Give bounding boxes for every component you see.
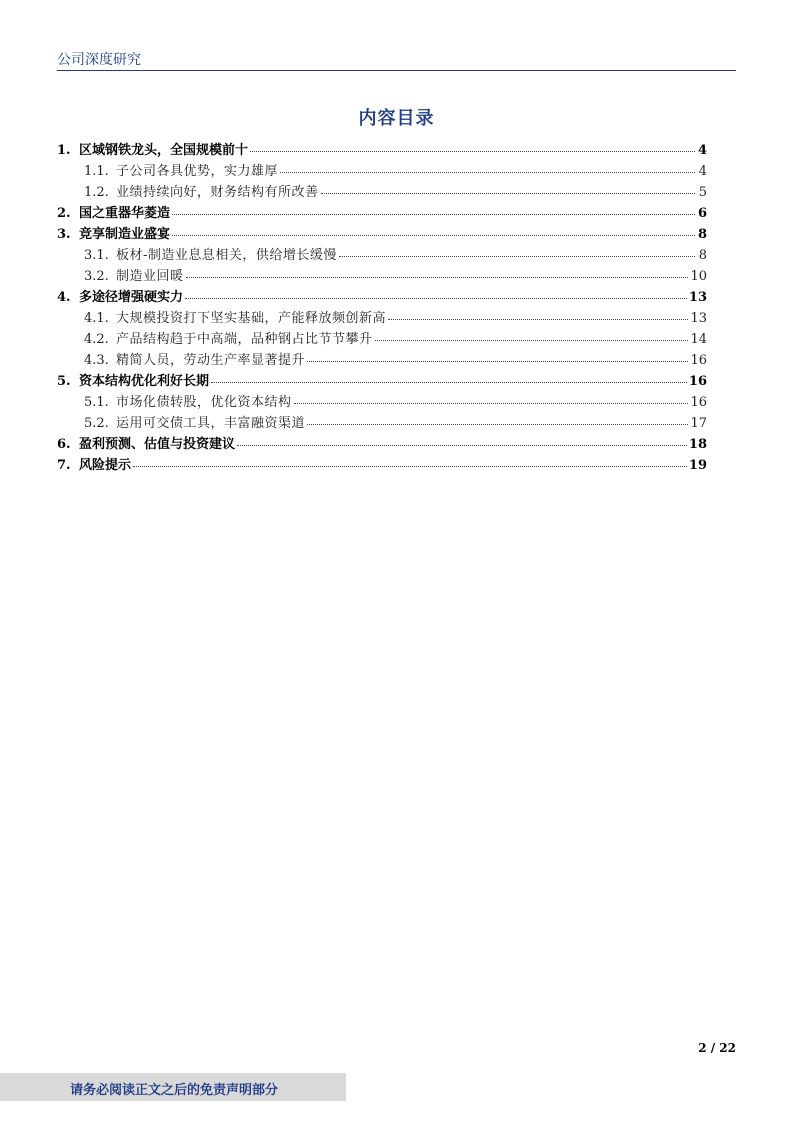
toc-entry-number: 1.2. — [84, 185, 109, 200]
toc-entry-page: 4 — [697, 143, 707, 158]
toc-entry-number: 5.1. — [84, 395, 109, 410]
toc-entry[interactable] — [57, 391, 707, 412]
toc-dot-leader — [294, 402, 689, 404]
toc-entry-page: 5 — [698, 185, 707, 200]
toc-entry-title: 多途径增强硬实力 — [79, 290, 184, 305]
toc-entry-page: 18 — [688, 437, 707, 452]
toc-entry-number: 3. — [57, 227, 71, 242]
toc-dot-leader — [133, 465, 687, 467]
toc-entry[interactable] — [57, 265, 707, 286]
toc-entry-title: 竞享制造业盛宴 — [79, 227, 171, 242]
toc-entry-page: 13 — [690, 311, 707, 326]
toc-entry-title: 板材-制造业息息相关，供给增长缓慢 — [116, 248, 337, 263]
toc-entry-title: 国之重器华菱造 — [79, 206, 171, 221]
toc-entry-title: 区域钢铁龙头，全国规模前十 — [79, 143, 249, 158]
toc-entry[interactable] — [57, 244, 707, 265]
toc-dot-leader — [211, 381, 687, 383]
toc-entry-number: 4.3. — [84, 353, 109, 368]
toc-entry[interactable] — [57, 454, 707, 475]
toc-entry-page: 4 — [698, 164, 707, 179]
toc-entry-number: 3.1. — [84, 248, 109, 263]
disclaimer-text: 请务必阅读正文之后的免责声明部分 — [70, 1083, 279, 1098]
toc-entry-number: 5. — [57, 374, 71, 389]
toc-dot-leader — [186, 276, 689, 278]
toc-entry-page: 17 — [690, 416, 707, 431]
toc-entry-page: 14 — [690, 332, 707, 347]
toc-entry-page: 8 — [698, 248, 707, 263]
footer-disclaimer-bar — [0, 1073, 346, 1101]
toc-entry-title: 精简人员，劳动生产率显著提升 — [116, 353, 306, 368]
toc-entry-title: 运用可交债工具，丰富融资渠道 — [116, 416, 306, 431]
toc-entry-number: 4.2. — [84, 332, 109, 347]
toc-dot-leader — [307, 423, 688, 425]
report-category-label: 公司深度研究 — [57, 52, 141, 68]
toc-entry-title: 市场化债转股，优化资本结构 — [116, 395, 292, 410]
toc-entry-number: 1.1. — [84, 164, 109, 179]
table-of-contents — [57, 139, 707, 475]
toc-entry-number: 2. — [57, 206, 71, 221]
toc-entry-title: 业绩持续向好，财务结构有所改善 — [116, 185, 319, 200]
toc-entry-title: 产品结构趋于中高端，品种钢占比节节攀升 — [116, 332, 373, 347]
toc-entry-page: 19 — [688, 458, 707, 473]
toc-entry[interactable] — [57, 307, 707, 328]
toc-entry-page: 16 — [690, 353, 707, 368]
toc-entry[interactable] — [57, 349, 707, 370]
header-divider — [57, 70, 736, 71]
toc-entry-page: 16 — [688, 374, 707, 389]
toc-entry-title: 子公司各具优势，实力雄厚 — [116, 164, 279, 179]
toc-title: 内容目录 — [358, 108, 435, 129]
toc-entry[interactable] — [57, 181, 707, 202]
toc-entry-title: 资本结构优化利好长期 — [79, 374, 210, 389]
toc-entry[interactable] — [57, 160, 707, 181]
page-number: 2 / 22 — [698, 1041, 736, 1055]
toc-dot-leader — [307, 360, 688, 362]
toc-entry-title: 盈利预测、估值与投资建议 — [79, 437, 236, 452]
toc-entry-title: 风险提示 — [79, 458, 132, 473]
toc-dot-leader — [388, 318, 688, 320]
toc-entry[interactable] — [57, 412, 707, 433]
toc-entry[interactable] — [57, 286, 707, 307]
toc-entry-number: 6. — [57, 437, 71, 452]
toc-entry-number: 3.2. — [84, 269, 109, 284]
toc-dot-leader — [172, 234, 695, 236]
toc-dot-leader — [250, 150, 695, 152]
toc-entry[interactable] — [57, 370, 707, 391]
toc-dot-leader — [237, 444, 687, 446]
toc-entry-title: 大规模投资打下坚实基础，产能释放频创新高 — [116, 311, 387, 326]
toc-entry[interactable] — [57, 223, 707, 244]
toc-entry-number: 4.1. — [84, 311, 109, 326]
toc-entry-page: 13 — [688, 290, 707, 305]
toc-entry[interactable] — [57, 328, 707, 349]
toc-entry-number: 1. — [57, 143, 71, 158]
toc-entry[interactable] — [57, 139, 707, 160]
toc-dot-leader — [172, 213, 695, 215]
toc-entry[interactable] — [57, 433, 707, 454]
toc-dot-leader — [339, 255, 695, 257]
toc-entry-page: 10 — [690, 269, 707, 284]
toc-entry-page: 6 — [697, 206, 707, 221]
toc-entry-number: 5.2. — [84, 416, 109, 431]
toc-entry-number: 7. — [57, 458, 71, 473]
toc-entry[interactable] — [57, 202, 707, 223]
toc-entry-page: 16 — [690, 395, 707, 410]
toc-dot-leader — [185, 297, 687, 299]
toc-dot-leader — [321, 192, 695, 194]
toc-entry-number: 4. — [57, 290, 71, 305]
toc-entry-page: 8 — [697, 227, 707, 242]
toc-dot-leader — [375, 339, 689, 341]
toc-dot-leader — [280, 171, 695, 173]
toc-entry-title: 制造业回暖 — [116, 269, 184, 284]
